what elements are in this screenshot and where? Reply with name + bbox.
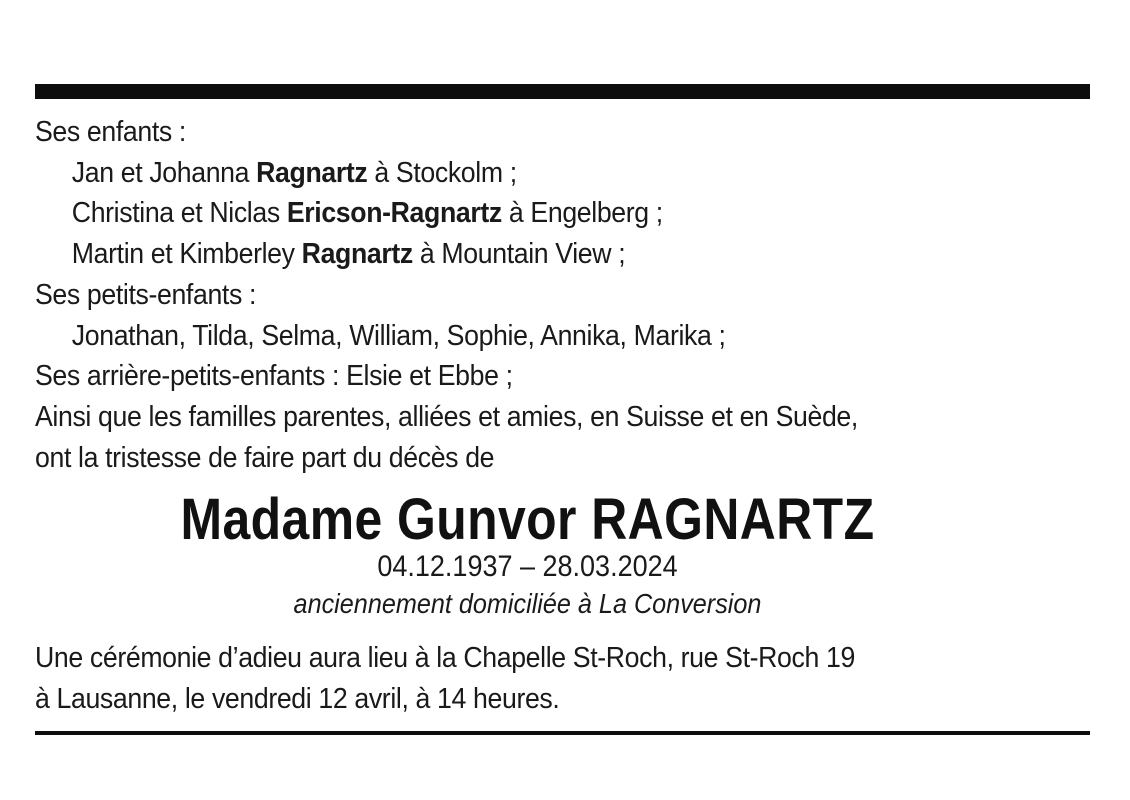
child-entry-names: Jan et Johanna (71, 156, 257, 189)
top-rule (35, 84, 1090, 99)
child-entry-surname: Ragnartz (301, 238, 413, 271)
former-residence: anciennement domiciliée à La Conversion (293, 588, 762, 619)
grandchildren-heading: Ses petits-enfants : (35, 278, 257, 311)
child-entry (35, 193, 1006, 234)
children-heading: Ses enfants : (35, 116, 186, 148)
ceremony-line-1: Une cérémonie d’adieu aura lieu à la Chapelle St-Roch, rue St-Roch 19 (35, 642, 855, 674)
life-dates: 04.12.1937 – 28.03.2024 (377, 550, 678, 583)
announcement-line: ont la tristesse de faire part du décès de (35, 441, 495, 474)
child-entry (35, 234, 1006, 275)
child-entry-names: Christina et Niclas (71, 197, 287, 230)
child-entry-surname: Ericson-Ragnartz (286, 197, 502, 230)
child-entry-names: Martin et Kimberley (71, 238, 302, 271)
family-list (35, 112, 1006, 478)
families-line: Ainsi que les familles parentes, alliées et amies, en Suisse et en Suède, (35, 400, 858, 433)
child-entry-location: à Mountain View ; (412, 238, 626, 271)
ceremony-details (35, 638, 1006, 719)
great-grandchildren-line: Ses arrière-petits-enfants : Elsie et Ebbe ; (35, 360, 513, 393)
ceremony-line-2: à Lausanne, le vendredi 12 avril, à 14 heures. (35, 682, 560, 715)
deceased-block (35, 484, 1090, 624)
deceased-name: Madame Gunvor RAGNARTZ (180, 487, 875, 552)
child-entry-location: à Engelberg ; (501, 197, 663, 230)
child-entry-surname: Ragnartz (256, 156, 368, 189)
obituary-notice (35, 84, 1090, 99)
grandchildren-names: Jonathan, Tilda, Selma, William, Sophie, Annika, Marika ; (71, 319, 726, 352)
child-entry-location: à Stockolm ; (367, 156, 517, 189)
bottom-rule (35, 731, 1090, 735)
child-entry (35, 153, 1006, 194)
